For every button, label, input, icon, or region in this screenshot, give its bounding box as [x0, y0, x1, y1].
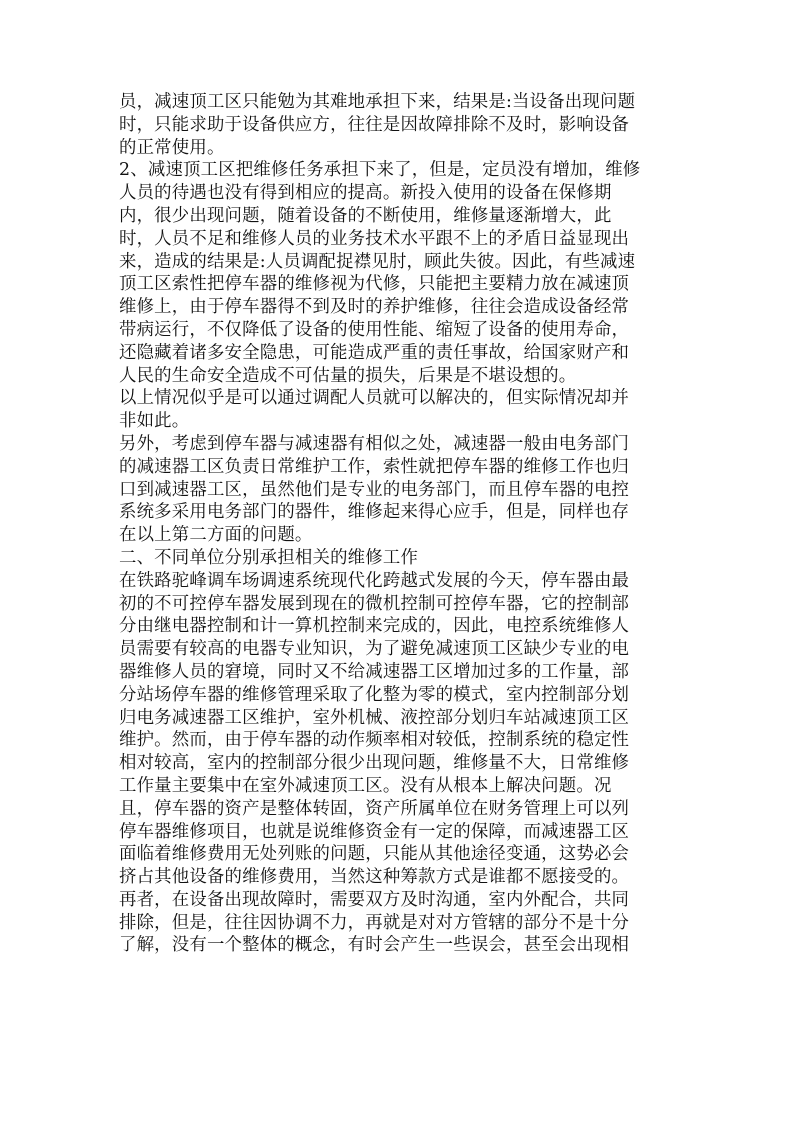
text-line: 分由继电器控制和计一算机控制来完成的，因此，电控系统维修人	[119, 616, 630, 637]
text-line: 的减速器工区负责日常维护工作，索性就把停车器的维修工作也归	[119, 456, 630, 477]
text-line: 员需要有较高的电器专业知识，为了避免减速顶工区缺少专业的电	[119, 639, 630, 660]
body-text	[119, 91, 677, 957]
text-line: 器维修人员的窘境，同时又不给减速器工区增加过多的工作量，部	[119, 661, 630, 682]
section-heading: 二、不同单位分别承担相关的维修工作	[119, 547, 419, 568]
text-line: 员，减速顶工区只能勉为其难地承担下来，结果是:当设备出现问题	[119, 92, 636, 112]
text-line: 停车器维修项目，也就是说维修资金有一定的保障，而减速器工区	[119, 821, 630, 842]
text-line: 人民的生命安全造成不可估量的损失，后果是不堪设想的。	[119, 365, 577, 386]
text-line: 时，人员不足和维修人员的业务技术水平跟不上的矛盾日益显现出	[119, 228, 630, 249]
text-line: 在铁路驼峰调车场调速系统现代化跨越式发展的今天，停车器由最	[119, 570, 630, 591]
text-line: 时，只能求助于设备供应方，往往是因故障排除不及时，影响设备	[119, 114, 630, 135]
text-line: 排除，但是，往往因协调不力，再就是对对方管辖的部分不是十分	[119, 912, 630, 933]
text-line: 带病运行，不仅降低了设备的使用性能、缩短了设备的使用寿命，	[119, 319, 630, 340]
text-line: 在以上第二方面的问题。	[119, 525, 313, 546]
text-line: 再者，在设备出现故障时，需要双方及时沟通，室内外配合，共同	[119, 889, 630, 910]
text-line: 维护。然而，由于停车器的动作频率相对较低，控制系统的稳定性	[119, 730, 630, 751]
text-line: 归电务减速器工区维护，室外机械、液控部分划归车站减速顶工区	[119, 707, 630, 728]
text-line: 分站场停车器的维修管理采取了化整为零的模式，室内控制部分划	[119, 684, 630, 705]
text-line: 了解，没有一个整体的概念，有时会产生一些误会，甚至会出现相	[119, 935, 630, 956]
text-line: 人员的待遇也没有得到相应的提高。新投入使用的设备在保修期	[119, 183, 612, 204]
text-line: 面临着维修费用无处列账的问题，只能从其他途径变通，这势必会	[119, 844, 630, 865]
text-line: 的正常使用。	[119, 137, 225, 158]
text-line: 口到减速器工区，虽然他们是专业的电务部门，而且停车器的电控	[119, 479, 630, 500]
text-line: 相对较高，室内的控制部分很少出现问题，维修量不大，日常维修	[119, 753, 630, 774]
text-line: 还隐藏着诸多安全隐患，可能造成严重的责任事故，给国家财产和	[119, 342, 630, 363]
text-line: 2、减速顶工区把维修任务承担下来了，但是，定员没有增加，维修	[119, 160, 641, 181]
text-line: 非如此。	[119, 411, 190, 432]
text-line: 挤占其他设备的维修费用，当然这种筹款方式是谁都不愿接受的。	[119, 867, 630, 888]
text-line: 另外，考虑到停车器与减速器有相似之处，减速器一般由电务部门	[119, 433, 630, 454]
text-line: 工作量主要集中在室外减速顶工区。没有从根本上解决问题。况	[119, 775, 612, 796]
text-line: 系统多采用电务部门的器件，维修起来得心应手，但是，同样也存	[119, 502, 630, 523]
text-line: 内，很少出现问题，随着设备的不断使用，维修量逐渐增大，此	[119, 205, 612, 226]
text-line: 维修上，由于停车器得不到及时的养护维修，往往会造成设备经常	[119, 297, 630, 318]
text-line: 且，停车器的资产是整体转固，资产所属单位在财务管理上可以列	[119, 798, 630, 819]
text-line: 顶工区索性把停车器的维修视为代修，只能把主要精力放在减速顶	[119, 274, 630, 295]
text-line: 以上情况似乎是可以通过调配人员就可以解决的，但实际情况却并	[119, 388, 630, 409]
text-line: 来，造成的结果是:人员调配捉襟见肘，顾此失彼。因此，有些减速	[119, 251, 636, 272]
text-line: 初的不可控停车器发展到现在的微机控制可控停车器，它的控制部	[119, 593, 630, 614]
